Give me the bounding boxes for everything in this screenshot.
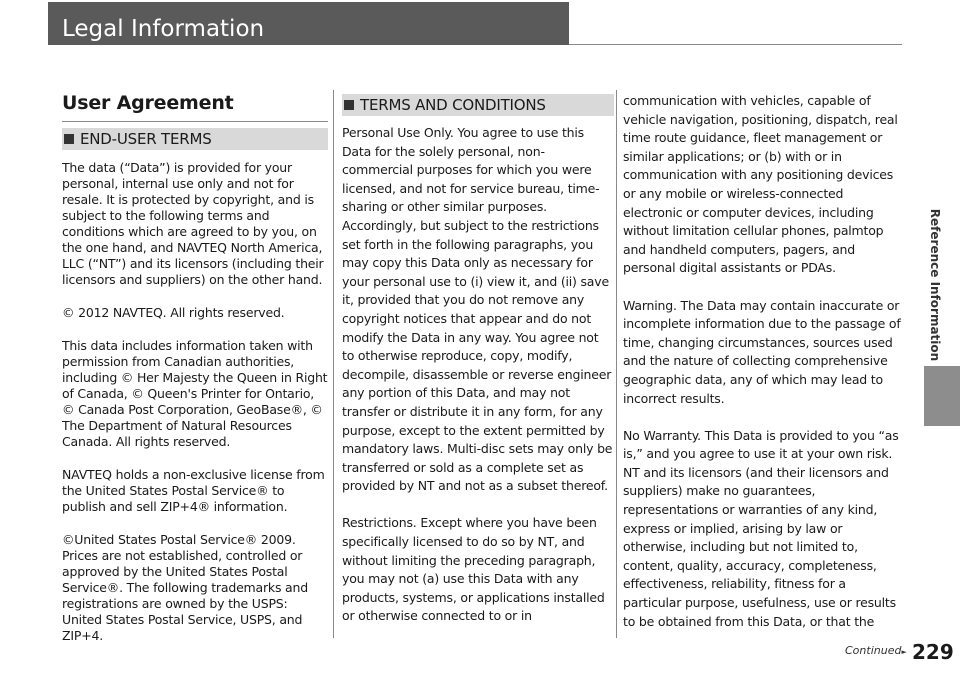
side-tab-marker bbox=[924, 366, 960, 426]
paragraph: Warning. The Data may contain inaccurate or incomplete information due to the passage of time, changing circumstances, sources used and the nature of collecting comprehensive geographic data, any of which may lead to incorrect results. bbox=[623, 297, 901, 406]
paragraph: No Warranty. This Data is provided to you “as is,” and you agree to use it at your own risk. NT and its licensors (and their licensors and suppliers) make no guarantees, representations or warranties of any kind, express or implied, arising by law or otherwise, including but not limited to, content, quality, accuracy, completeness, effectiveness, reliability, fitness for a particular purpose, usefulness, use or results to be obtained from this Data, or that the bbox=[623, 427, 899, 629]
continued-label bbox=[845, 644, 907, 657]
paragraph: The data (“Data”) is provided for your personal, internal use only and not for resale. It is protected by copyright, and is subject to the following terms and conditions which are agreed to by you, on the one hand, and NAVTEQ North America, LLC (“NT”) and its licensors (including their licensors and suppliers) on the other hand. bbox=[62, 160, 324, 287]
section-heading: User Agreement bbox=[62, 88, 328, 122]
title-rule bbox=[569, 44, 902, 45]
right-column bbox=[623, 92, 905, 650]
paragraph: ©United States Postal Service® 2009. Prices are not established, controlled or approved by the United States Postal Service®. The following trademarks and registrations are owned by the USPS: United States Postal Service, USPS, and ZIP+4. bbox=[62, 532, 308, 643]
column-divider-right bbox=[616, 90, 617, 638]
page-number: 229 bbox=[912, 640, 954, 664]
paragraph: © 2012 NAVTEQ. All rights reserved. bbox=[62, 305, 285, 320]
page-title: Legal Information bbox=[62, 16, 265, 42]
left-column bbox=[62, 88, 328, 661]
square-bullet-icon bbox=[344, 100, 354, 110]
subsection-title: TERMS AND CONDITIONS bbox=[360, 96, 546, 114]
paragraph: Restrictions. Except where you have been specifically licensed to do so by NT, and without limiting the preceding paragraph, you may not (a) use this Data with any products, systems, or applications installed or otherwise connected to or in bbox=[342, 515, 605, 624]
column-divider-left bbox=[333, 90, 334, 638]
subsection-header bbox=[342, 94, 614, 116]
middle-column bbox=[342, 94, 614, 645]
arrow-right-icon: ► bbox=[901, 648, 907, 656]
page-title-bar bbox=[48, 2, 569, 45]
continued-text: Continued bbox=[845, 644, 902, 657]
paragraph: NAVTEQ holds a non-exclusive license from the United States Postal Service® to publish and sell ZIP+4® information. bbox=[62, 467, 325, 514]
side-tab-text: Reference Information bbox=[928, 208, 942, 362]
paragraph: Personal Use Only. You agree to use this Data for the solely personal, non-commercial purposes for which you were licensed, and not for service bureau, time-sharing or other similar purposes. Accordingly, but subject to the restrictions set forth in the following paragraphs, you may copy this Data only as necessary for your personal use to (i) view it, and (ii) save it, provided that you do not remove any copyright notices that appear and do not modify the Data in any way. You agree not to otherwise reproduce, copy, modify, decompile, disassemble or reverse engineer any portion of this Data, and may not transfer or distribute it in any form, for any purpose, except to the extent permitted by mandatory laws. Multi-disc sets may only be transferred or sold as a complete set as provided by NT and not as a subset thereof. bbox=[342, 125, 613, 494]
paragraph: communication with vehicles, capable of vehicle navigation, positioning, dispatch, real time route guidance, fleet management or similar applications; or (b) with or in communication with any positioning devices or any mobile or wireless-connected electronic or computer devices, including without limitation cellular phones, palmtop and handheld computers, pagers, and personal digital assistants or PDAs. bbox=[623, 93, 898, 276]
paragraph: This data includes information taken with permission from Canadian authorities, including © Her Majesty the Queen in Right of Canada, © Queen's Printer for Ontario, © Canada Post Corporation, GeoBase®, © The Department of Natural Resources Canada. All rights reserved. bbox=[62, 338, 328, 449]
square-bullet-icon bbox=[64, 134, 74, 144]
subsection-title: END-USER TERMS bbox=[80, 130, 212, 148]
subsection-header bbox=[62, 128, 328, 150]
